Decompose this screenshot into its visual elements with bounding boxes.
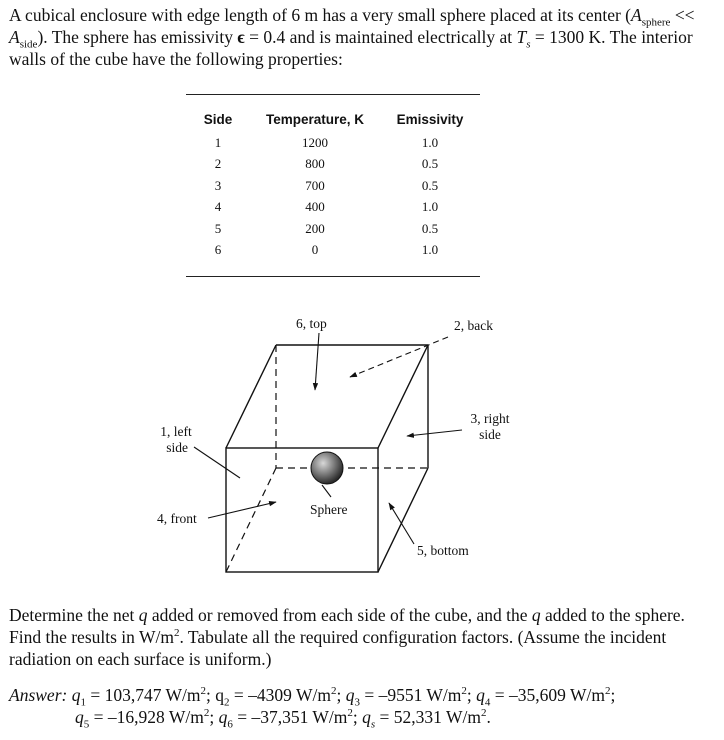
label-back: 2, back — [454, 318, 493, 333]
leader-sphere — [322, 485, 331, 497]
table-row: 1 1200 1.0 — [214, 134, 439, 150]
arrow-top — [315, 333, 319, 390]
table-row: 6 0 1.0 — [214, 242, 439, 258]
label-top: 6, top — [296, 316, 327, 331]
answer-line-1: Answer: $q_1 = 103,747$ $W/m^2$; $q_2 = -4309$ $W/m^2$; $q_3 = -9551$ $W/m^2$; $q_4 = -35,609$ $W/m^2$; — [9, 685, 616, 709]
header-temperature: Temperature, K — [265, 111, 365, 127]
header-side: Side — [203, 111, 233, 127]
problem-question: Determine the net q added or removed from each side of the cube, and the q added to the sphere. Find the results in $W/m^2$. Tabulate all the required configuration factors. (Assume the incident radiation on each surface is uniform.) — [9, 605, 685, 669]
intro-text-4: = 1300 K. The interior walls of the cube have the following properties: — [9, 27, 693, 69]
table-row: 3 700 0.5 — [214, 177, 439, 193]
epsilon-symbol: ϵ — [237, 27, 245, 47]
label-bottom: 5, bottom — [417, 543, 469, 558]
problem-statement: A cubical enclosure with edge length of 6 m has a very small sphere placed at its center $(A_{sphere} << A_{side})$. The sphere has emissivity ϵ = 0.4 and is maintained electrically at $T_s = 1300$ K. The interior walls of the cube have the following properties: — [9, 5, 695, 69]
cube-front-face — [226, 448, 378, 572]
arrow-back — [350, 337, 448, 377]
answer-line-2: $q_5 = -16,928$ $W/m^2$; $q_6 = -37,351$ $W/m^2$; $q_s = 52,331$ $W/m^2$. — [75, 707, 491, 731]
cube-hidden-diagonal-edge — [226, 468, 276, 572]
intro-text-1: A cubical enclosure with edge length of 6 m has a very small sphere placed at its center ( — [9, 5, 632, 25]
arrow-front — [208, 502, 276, 518]
table-row: 4 400 1.0 — [214, 199, 439, 215]
header-emissivity: Emissivity — [396, 111, 464, 127]
arrow-bottom — [389, 503, 414, 544]
table-row: 5 200 0.5 — [214, 220, 439, 236]
label-right: 3, right side — [470, 411, 510, 442]
answer-block — [9, 684, 719, 731]
label-front: 4, front — [157, 511, 197, 526]
label-left: 1, left side — [160, 424, 192, 455]
answer-label: Answer — [9, 685, 62, 705]
sphere-icon — [311, 452, 343, 484]
label-sphere: Sphere — [310, 502, 348, 517]
table-row: 2 800 0.5 — [214, 156, 439, 172]
arrow-right — [407, 430, 462, 436]
